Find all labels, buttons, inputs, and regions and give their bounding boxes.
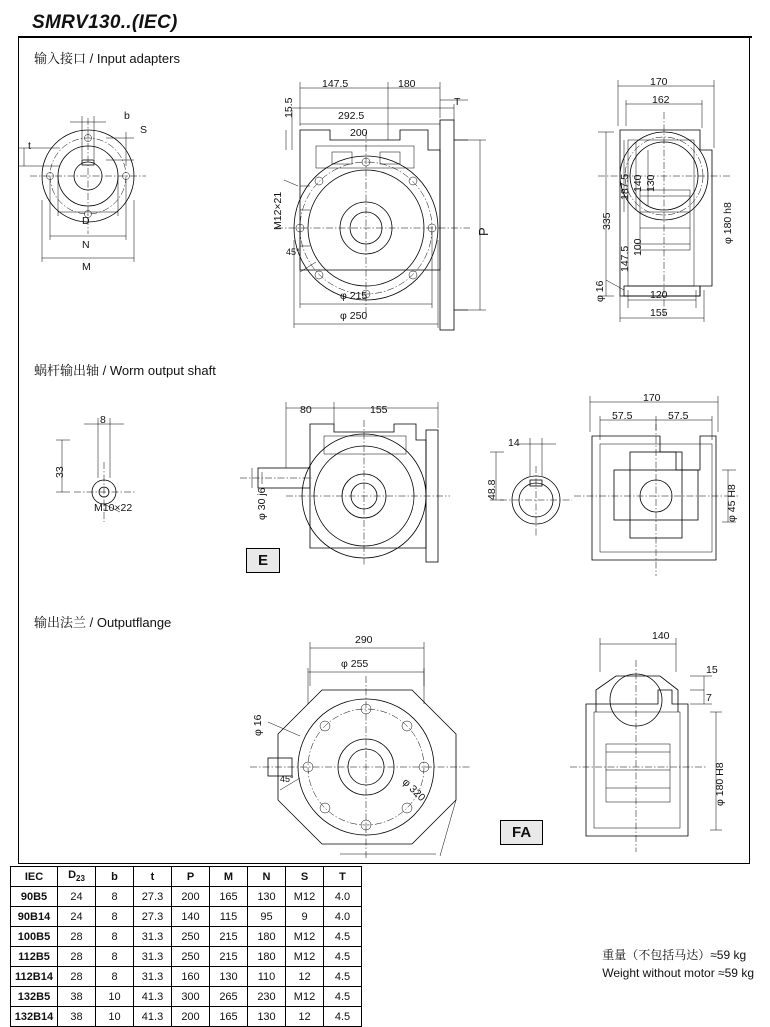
cell-b: 8 (96, 887, 134, 907)
cell-t: 27.3 (134, 907, 172, 927)
dim-fl-phi320: φ 320 (399, 776, 428, 804)
dim-t: t (28, 140, 31, 152)
dim-147-5: 147.5 (322, 78, 349, 90)
cell-d: 24 (58, 907, 96, 927)
dim-worm-m10x22: M10×22 (94, 502, 133, 514)
dim-worm-8: 8 (100, 414, 106, 426)
dim-fl-angle-45: 45° (280, 774, 294, 784)
dim-phi16: φ 16 (594, 280, 606, 302)
dim-130: 130 (645, 174, 657, 192)
cell-d: 38 (58, 987, 96, 1007)
dim-b: b (124, 110, 130, 122)
th-s: S (286, 867, 324, 887)
cell-s: 12 (286, 967, 324, 987)
dim-worm-57-5a: 57.5 (612, 410, 633, 422)
cell-m: 115 (210, 907, 248, 927)
table-row (11, 1007, 362, 1027)
dim-fl-15: 15 (706, 664, 718, 676)
cell-n: 95 (248, 907, 286, 927)
dim-m12x21: M12×21 (272, 191, 284, 230)
cell-p: 200 (172, 887, 210, 907)
cell-t2: 4.5 (324, 947, 362, 967)
cell-t: 27.3 (134, 887, 172, 907)
cell-b: 8 (96, 947, 134, 967)
th-m: M (210, 867, 248, 887)
dim-worm-14: 14 (508, 437, 520, 449)
cell-iec: 90B14 (11, 907, 58, 927)
dim-fl-phi180h8: φ 180 H8 (714, 762, 726, 806)
dim-fl-phi255: φ 255 (341, 658, 369, 670)
dim-N: N (82, 239, 90, 251)
dim-P: P (476, 227, 491, 236)
cell-iec: 132B14 (11, 1007, 58, 1027)
dim-worm-57-5b: 57.5 (668, 410, 689, 422)
table-row (11, 967, 362, 987)
th-t2: T (324, 867, 362, 887)
section-label-worm-output-shaft: 蜗杆输出轴 / Worm output shaft (34, 363, 216, 378)
cell-n: 130 (248, 1007, 286, 1027)
cell-iec: 112B5 (11, 947, 58, 967)
table-row (11, 887, 362, 907)
dim-fl-140: 140 (652, 630, 670, 642)
tag-FA: FA (500, 820, 543, 845)
dim-fl-phi16: φ 16 (252, 714, 264, 736)
dim-D: D (82, 215, 90, 227)
cell-p: 300 (172, 987, 210, 1007)
cell-t2: 4.5 (324, 967, 362, 987)
dim-100: 100 (632, 238, 644, 256)
dim-worm-80: 80 (300, 404, 312, 416)
cell-s: M12 (286, 927, 324, 947)
dim-worm-phi45h8: φ 45 H8 (726, 484, 738, 522)
cell-p: 200 (172, 1007, 210, 1027)
cell-t2: 4.0 (324, 887, 362, 907)
cell-t: 31.3 (134, 947, 172, 967)
dim-phi180h8: φ 180 h8 (722, 202, 734, 244)
weight-note-cn: 重量（不包括马达）≈59 kg (602, 948, 747, 962)
dim-worm-33: 33 (54, 466, 66, 478)
cell-n: 230 (248, 987, 286, 1007)
cell-n: 130 (248, 887, 286, 907)
dim-phi250: φ 250 (340, 310, 368, 322)
dim-170: 170 (650, 76, 668, 88)
th-d23-main: D (68, 869, 77, 882)
cell-t2: 4.5 (324, 987, 362, 1007)
cell-d: 38 (58, 1007, 96, 1027)
cell-d: 28 (58, 947, 96, 967)
dim-fl-290: 290 (355, 634, 373, 646)
dim-M: M (82, 261, 91, 273)
dim-180: 180 (398, 78, 416, 90)
dim-worm-170: 170 (643, 392, 661, 404)
cell-iec: 90B5 (11, 887, 58, 907)
cell-m: 265 (210, 987, 248, 1007)
cell-b: 8 (96, 907, 134, 927)
cell-d: 28 (58, 927, 96, 947)
cell-t: 41.3 (134, 987, 172, 1007)
weight-note-en: Weight without motor ≈59 kg (602, 966, 754, 980)
th-iec: IEC (11, 867, 58, 887)
th-d23 (58, 867, 96, 887)
cell-p: 140 (172, 907, 210, 927)
tag-E: E (246, 548, 280, 573)
cell-b: 10 (96, 987, 134, 1007)
dim-200: 200 (350, 127, 368, 139)
dim-worm-48-8: 48.8 (486, 479, 498, 500)
cell-d: 24 (58, 887, 96, 907)
dim-187-5: 187.5 (619, 173, 631, 200)
weight-note (602, 946, 754, 982)
dim-120: 120 (650, 289, 668, 301)
dim-15-5: 15.5 (283, 97, 295, 118)
cell-n: 110 (248, 967, 286, 987)
cell-t: 41.3 (134, 1007, 172, 1027)
table-row (11, 947, 362, 967)
th-p: P (172, 867, 210, 887)
table-row (11, 987, 362, 1007)
cell-t2: 4.5 (324, 1007, 362, 1027)
dim-fl-7: 7 (706, 692, 712, 704)
table-row (11, 907, 362, 927)
cell-t: 31.3 (134, 967, 172, 987)
dim-angle-45: 45° (286, 247, 300, 257)
cell-s: M12 (286, 987, 324, 1007)
th-n: N (248, 867, 286, 887)
dim-147-5b: 147.5 (619, 245, 631, 272)
page-title: SMRV130..(IEC) (32, 12, 178, 33)
th-d23-sub: 23 (76, 874, 85, 884)
cell-m: 165 (210, 887, 248, 907)
th-b: b (96, 867, 134, 887)
th-t: t (134, 867, 172, 887)
dim-worm-phi30j6: φ 30 j6 (256, 487, 268, 520)
dim-335: 335 (601, 212, 613, 230)
cell-d: 28 (58, 967, 96, 987)
cell-t2: 4.5 (324, 927, 362, 947)
dim-worm-155: 155 (370, 404, 388, 416)
cell-t2: 4.0 (324, 907, 362, 927)
cell-m: 165 (210, 1007, 248, 1027)
dim-phi215: φ 215 (340, 290, 368, 302)
cell-s: M12 (286, 947, 324, 967)
cell-p: 160 (172, 967, 210, 987)
cell-s: 12 (286, 1007, 324, 1027)
cell-iec: 132B5 (11, 987, 58, 1007)
table-row (11, 927, 362, 947)
cell-b: 10 (96, 1007, 134, 1027)
dim-162: 162 (652, 94, 670, 106)
cell-s: 9 (286, 907, 324, 927)
cell-p: 250 (172, 947, 210, 967)
cell-iec: 112B14 (11, 967, 58, 987)
dimension-table (10, 866, 362, 1027)
section-label-output-flange: 输出法兰 / Outputflange (34, 615, 172, 630)
cell-m: 130 (210, 967, 248, 987)
cell-s: M12 (286, 887, 324, 907)
cell-b: 8 (96, 927, 134, 947)
dim-292-5: 292.5 (338, 110, 365, 122)
dim-T: T (454, 96, 461, 108)
cell-iec: 100B5 (11, 927, 58, 947)
cell-p: 250 (172, 927, 210, 947)
cell-m: 215 (210, 927, 248, 947)
cell-b: 8 (96, 967, 134, 987)
cell-t: 31.3 (134, 927, 172, 947)
section-label-input-adapters: 输入接口 / Input adapters (34, 51, 180, 66)
table-header-row (11, 867, 362, 887)
cell-n: 180 (248, 927, 286, 947)
dim-155: 155 (650, 307, 668, 319)
cell-n: 180 (248, 947, 286, 967)
dim-s: S (140, 124, 148, 136)
cell-m: 215 (210, 947, 248, 967)
dim-140: 140 (632, 174, 644, 192)
